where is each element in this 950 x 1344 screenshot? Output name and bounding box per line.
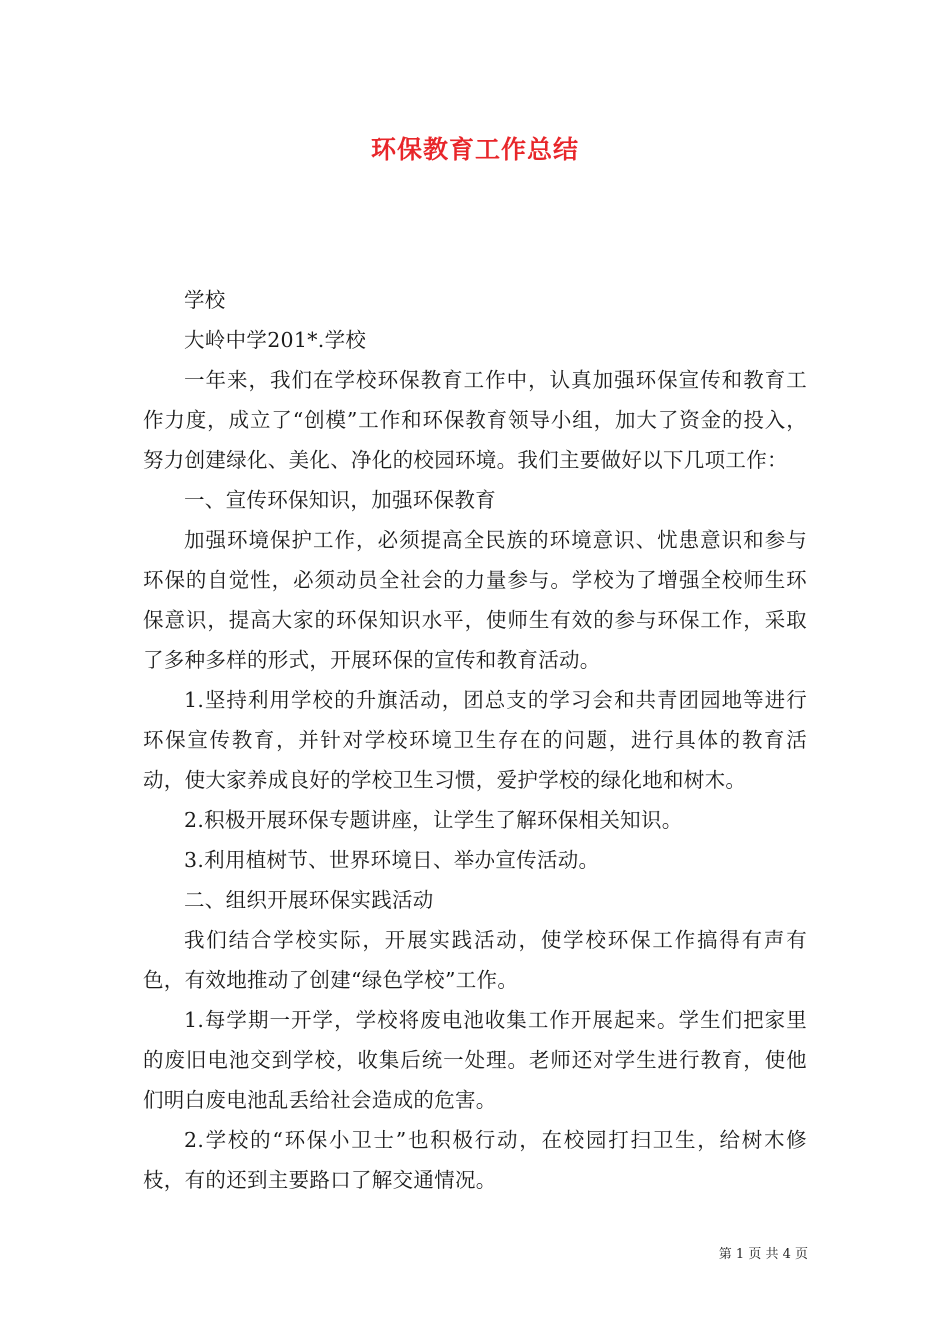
paragraph: 我们结合学校实际，开展实践活动，使学校环保工作搞得有声有色，有效地推动了创建“绿色学校”工作。 <box>143 928 807 992</box>
section-heading: 一、宣传环保知识，加强环保教育 <box>184 488 496 512</box>
paragraph: 2.积极开展环保专题讲座，让学生了解环保相关知识。 <box>184 808 683 832</box>
paragraph: 1.每学期一开学，学校将废电池收集工作开展起来。学生们把家里的废旧电池交到学校，收集后统一处理。老师还对学生进行教育，使他们明白废电池乱丢给社会造成的危害。 <box>143 1008 807 1112</box>
paragraph: 1.坚持利用学校的升旗活动，团总支的学习会和共青团园地等进行环保宣传教育，并针对学校环境卫生存在的问题，进行具体的教育活动，使大家养成良好的学校卫生习惯，爱护学校的绿化地和树木。 <box>143 688 807 792</box>
paragraph: 学校 <box>184 288 226 312</box>
paragraph: 一年来，我们在学校环保教育工作中，认真加强环保宣传和教育工作力度，成立了“创模”工作和环保教育领导小组，加大了资金的投入，努力创建绿化、美化、净化的校园环境。我们主要做好以下几项工作： <box>143 368 807 472</box>
paragraph: 加强环境保护工作，必须提高全民族的环境意识、忧患意识和参与环保的自觉性，必须动员全社会的力量参与。学校为了增强全校师生环保意识，提高大家的环保知识水平，使师生有效的参与环保工作，采取了多种多样的形式，开展环保的宣传和教育活动。 <box>143 528 807 672</box>
document-body <box>143 280 807 1200</box>
paragraph: 2.学校的“环保小卫士”也积极行动，在校园打扫卫生，给树木修枝，有的还到主要路口了解交通情况。 <box>143 1128 807 1192</box>
paragraph: 3.利用植树节、世界环境日、举办宣传活动。 <box>184 848 600 872</box>
page-footer: 第 1 页 共 4 页 <box>718 1247 808 1262</box>
document-title: 环保教育工作总结 <box>370 135 579 164</box>
paragraph: 大岭中学201*.学校 <box>184 328 367 352</box>
section-heading: 二、组织开展环保实践活动 <box>184 888 434 912</box>
